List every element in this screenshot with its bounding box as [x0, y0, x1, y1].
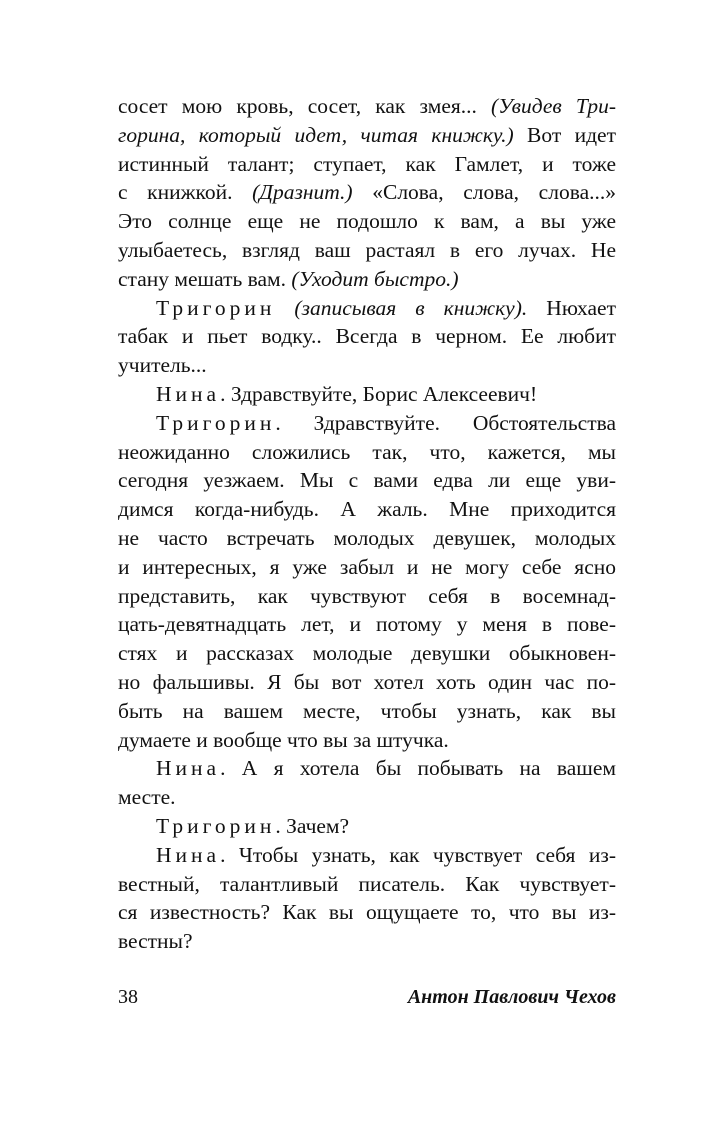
speaker-name: Нина [156, 381, 221, 406]
running-title: Антон Павлович Чехов [407, 986, 616, 1008]
text-line [118, 524, 616, 553]
text-segment: димся когда-нибудь. А жаль. Мне приходится [118, 497, 616, 522]
text-segment: неожиданно сложились так, что, кажется, мы [118, 439, 616, 464]
text-line [118, 178, 616, 207]
text-line [118, 610, 616, 639]
speaker-name: Тригорин [156, 813, 276, 838]
speaker-name: Нина [156, 756, 221, 781]
text-segment: вестны? [118, 929, 193, 954]
text-segment: представить, как чувствуют себя в восемнад- [118, 583, 616, 608]
text-segment: истинный талант; ступает, как Гамлет, и тоже [118, 151, 616, 176]
speaker-name: Тригорин [156, 410, 276, 435]
page-body [118, 92, 616, 956]
text-segment: Это солнце еще не подошло к вам, а вы уже [118, 209, 616, 234]
text-segment: учитель... [118, 353, 207, 378]
text-line [118, 639, 616, 668]
stage-direction: (Увидев Три- [491, 94, 617, 118]
text-line [118, 495, 616, 524]
text-line [118, 697, 616, 726]
speaker-name: Нина [156, 842, 221, 867]
text-segment: . Здравствуйте. Обстоятельства [275, 410, 616, 435]
text-line [118, 812, 616, 841]
text-segment: с книжкой. [118, 180, 253, 205]
text-line [118, 265, 616, 294]
text-segment: улыбаетесь, взгляд ваш растаял в его лучах. Не [118, 237, 616, 262]
text-segment: быть на вашем месте, чтобы узнать, как вы [118, 698, 616, 723]
text-line [118, 726, 616, 755]
text-segment: Нюхает [527, 295, 616, 320]
text-line [118, 409, 616, 438]
stage-direction: (записывая в книжку). [294, 295, 528, 320]
text-line [118, 783, 616, 812]
text-line [118, 466, 616, 495]
text-segment [275, 296, 294, 320]
text-line [118, 150, 616, 179]
text-segment: . А я хотела бы побывать на вашем [220, 756, 616, 781]
text-line [118, 121, 616, 150]
text-segment: табак и пьет водку.. Всегда в черном. Ее любит [118, 324, 616, 349]
stage-direction: (Уходит быстро.) [291, 266, 459, 291]
text-segment: стях и рассказах молодые девушки обыкновен- [118, 641, 616, 666]
text-segment: не часто встречать молодых девушек, молодых [118, 525, 616, 550]
page-footer [118, 983, 616, 1011]
text-segment: но фальшивы. Я бы вот хотел хоть один час по- [118, 669, 616, 694]
text-segment: . Зачем? [275, 813, 350, 838]
text-line [118, 322, 616, 351]
text-segment: месте. [118, 785, 176, 810]
text-line [118, 927, 616, 956]
stage-direction: (Дразнит.) [252, 180, 353, 205]
text-line [118, 294, 616, 323]
stage-direction: горина, который идет, читая книжку.) [118, 122, 514, 147]
text-line [118, 351, 616, 380]
text-line [118, 754, 616, 783]
text-segment: цать-девятнадцать лет, и потому у меня в пове- [118, 612, 616, 637]
page-number: 38 [118, 986, 138, 1008]
text-segment: . Здравствуйте, Борис Алексеевич! [220, 381, 538, 406]
text-line [118, 841, 616, 870]
text-segment: вестный, талантливый писатель. Как чувствует- [118, 871, 616, 896]
text-line [118, 236, 616, 265]
text-line [118, 582, 616, 611]
text-line [118, 380, 616, 409]
text-segment: и интересных, я уже забыл и не могу себе ясно [118, 554, 616, 579]
text-segment: Вот идет [513, 122, 616, 147]
text-line [118, 898, 616, 927]
text-line [118, 870, 616, 899]
text-segment: стану мешать вам. [118, 266, 292, 291]
speaker-name: Тригорин [156, 295, 276, 320]
text-line [118, 207, 616, 236]
text-line [118, 668, 616, 697]
text-segment: думаете и вообще что вы за штучка. [118, 727, 449, 752]
text-line [118, 92, 616, 121]
text-segment: . Чтобы узнать, как чувствует себя из- [220, 842, 616, 867]
text-segment: «Слова, слова, слова...» [352, 180, 616, 205]
text-line [118, 438, 616, 467]
text-segment: ся известность? Как вы ощущаете то, что вы из- [118, 900, 616, 925]
text-segment: сосет мою кровь, сосет, как змея... [118, 94, 492, 118]
text-line [118, 553, 616, 582]
text-segment: сегодня уезжаем. Мы с вами едва ли еще уви- [118, 468, 616, 493]
